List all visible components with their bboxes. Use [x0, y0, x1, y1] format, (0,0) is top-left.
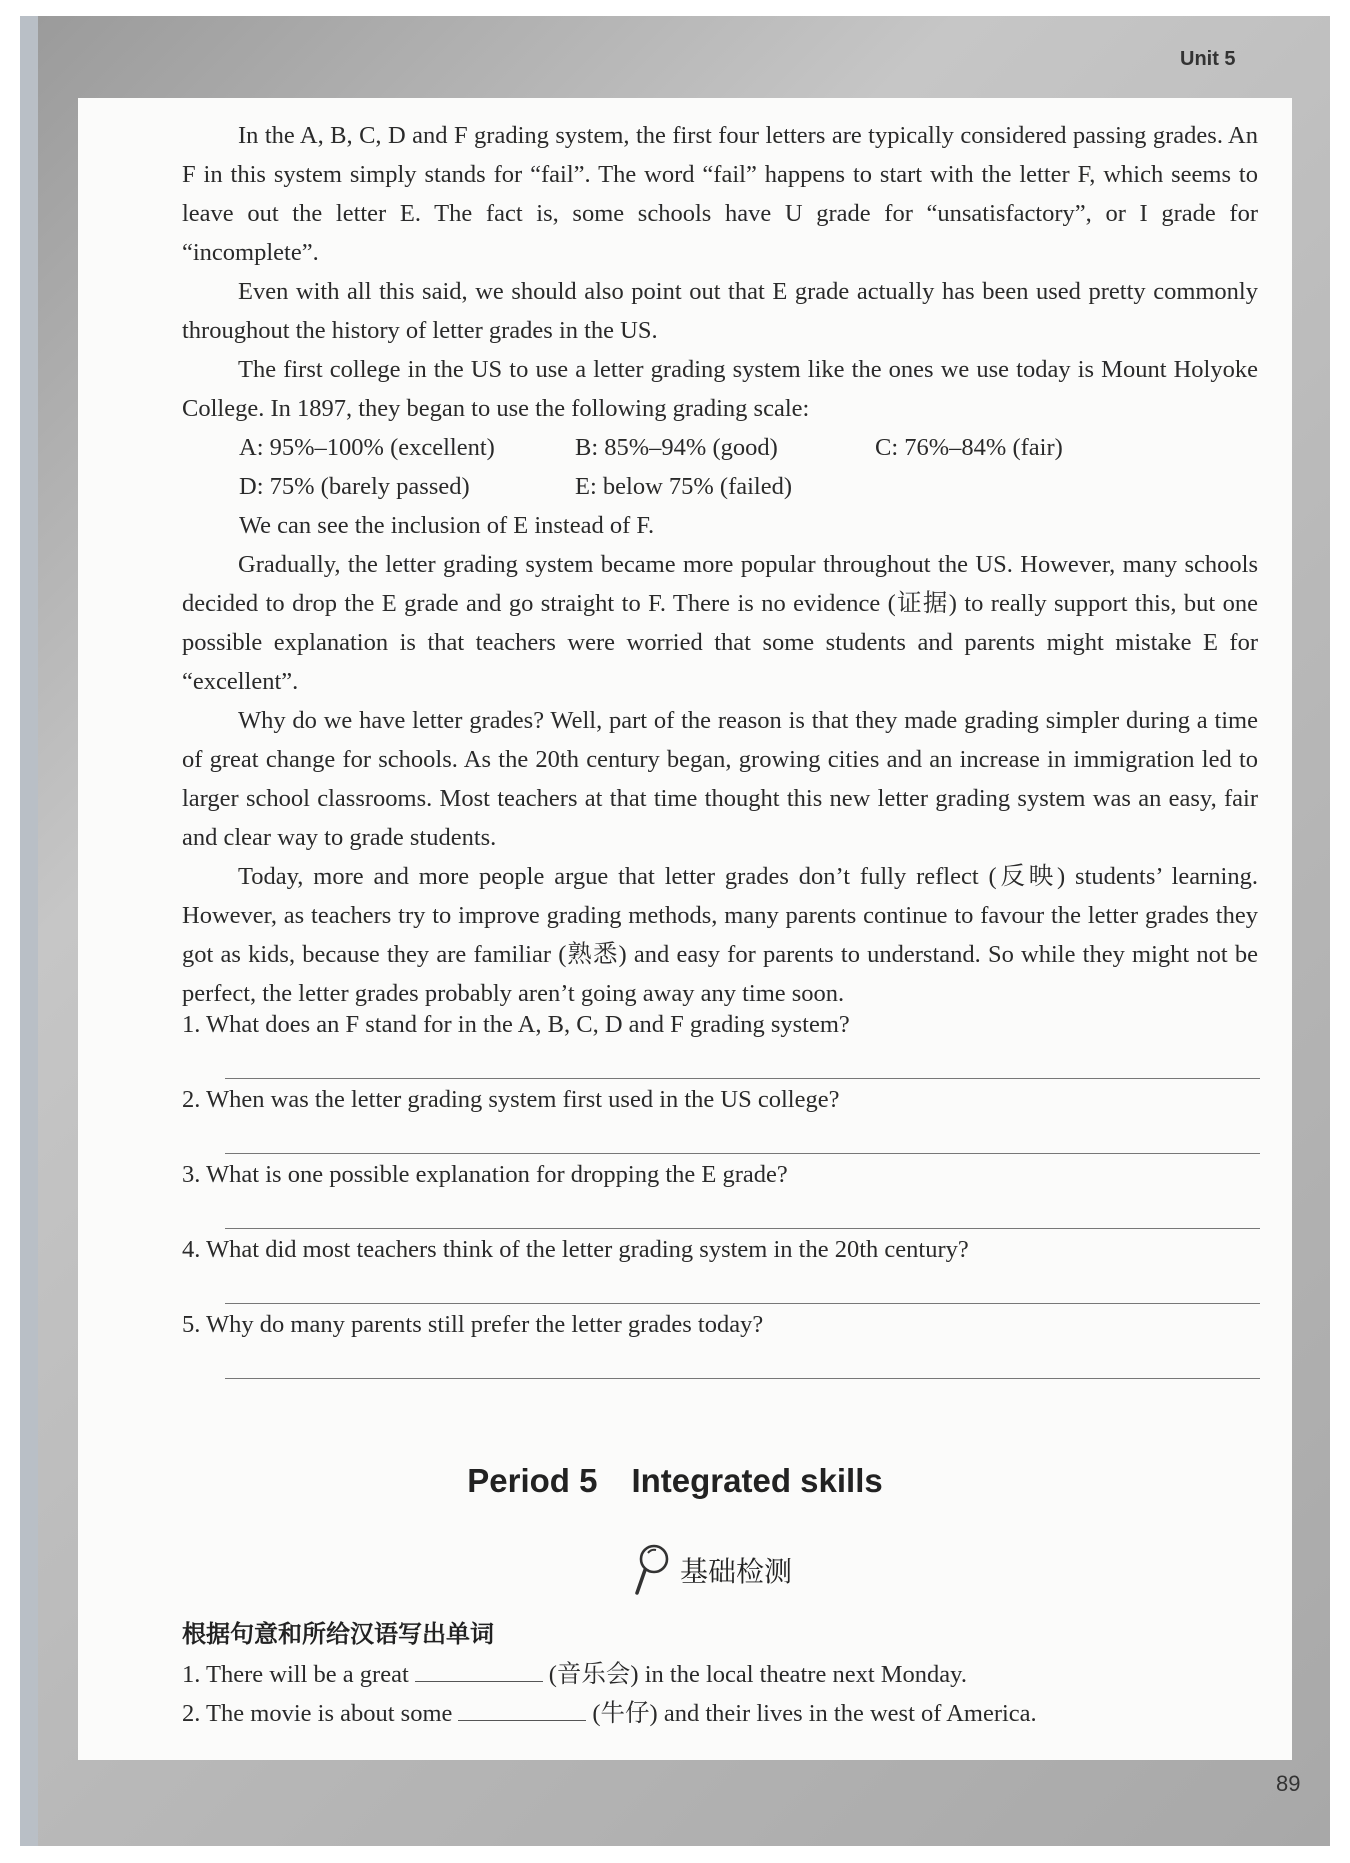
question-item [182, 1232, 1260, 1307]
subheading-text: 基础检测 [680, 1555, 793, 1588]
grade-b: B: 85%–94% (good) [575, 434, 778, 461]
question-text: 1. What does an F stand for in the A, B, C, D and F grading system? [182, 1011, 850, 1038]
answer-line[interactable] [225, 1153, 1260, 1154]
grade-a: A: 95%–100% (excellent) [239, 434, 495, 461]
question-text: 5. Why do many parents still prefer the letter grades today? [182, 1311, 764, 1338]
question-item [182, 1307, 1260, 1382]
reading-passage [182, 116, 1258, 1013]
comprehension-questions [182, 1007, 1260, 1382]
section-subheading [632, 1540, 792, 1600]
passage-paragraph: Why do we have letter grades? Well, part of the reason is that they made grading simpler during a time of great change for schools. As the 20th century began, growing cities and an increase in immigration led to larger school classrooms. Most teachers at that time thought this new letter grading system was an easy, fair and clear way to grade students. [182, 707, 1258, 851]
passage-paragraph: Even with all this said, we should also point out that E grade actually has been used pretty commonly throughout the history of letter grades in the US. [182, 278, 1258, 344]
page-edge-strip [20, 16, 38, 1846]
section-title [0, 1462, 1350, 1500]
passage-paragraph: Gradually, the letter grading system became more popular throughout the US. However, many schools decided to drop the E grade and go straight to F. There is no evidence (证据) to really support this, but one possible explanation is that teachers were worried that some students and parents might mistake E for “excellent”. [182, 551, 1258, 695]
grading-scale-row [182, 467, 1258, 506]
passage-paragraph: The first college in the US to use a letter grading system like the ones we use today is Mount Holyoke College. In 1897, they began to use the following grading scale: [182, 356, 1258, 422]
answer-line[interactable] [225, 1303, 1260, 1304]
fill-item [182, 1655, 1037, 1694]
fill-item-suffix: (音乐会) in the local theatre next Monday. [548, 1661, 967, 1688]
fill-item-prefix: 2. The movie is about some [182, 1700, 453, 1727]
grade-e: E: below 75% (failed) [575, 473, 793, 500]
answer-line[interactable] [225, 1228, 1260, 1229]
period-title: Integrated skills [631, 1462, 883, 1499]
answer-blank[interactable] [458, 1696, 586, 1722]
answer-line[interactable] [225, 1078, 1260, 1079]
question-item [182, 1157, 1260, 1232]
magnifier-icon [632, 1543, 672, 1597]
fill-item [182, 1694, 1037, 1733]
fill-in-exercise [182, 1655, 1037, 1733]
fill-item-prefix: 1. There will be a great [182, 1661, 409, 1688]
fill-item-suffix: (牛仔) and their lives in the west of America. [592, 1700, 1037, 1727]
grading-scale-row [182, 428, 1258, 467]
grade-c: C: 76%–84% (fair) [875, 434, 1063, 461]
answer-blank[interactable] [415, 1657, 543, 1683]
period-label: Period 5 [467, 1462, 598, 1499]
scale-note: We can see the inclusion of E instead of F. [239, 512, 655, 539]
grade-d: D: 75% (barely passed) [239, 473, 470, 500]
question-text: 4. What did most teachers think of the letter grading system in the 20th century? [182, 1236, 969, 1263]
passage-paragraph: Today, more and more people argue that letter grades don’t fully reflect (反映) students’ learning. However, as teachers try to improve grading methods, many parents continue to favour the letter grades they got as kids, because they are familiar (熟悉) and easy for parents to understand. So while they might not be perfect, the letter grades probably aren’t going away any time soon. [182, 863, 1258, 1007]
passage-paragraph: In the A, B, C, D and F grading system, the first four letters are typically considered passing grades. An F in this system simply stands for “fail”. The word “fail” happens to start with the letter F, which seems to leave out the letter E. The fact is, some schools have U grade for “unsatisfactory”, or I grade for “incomplete”. [182, 122, 1258, 266]
page-number: 89 [1276, 1771, 1301, 1796]
exercise-instruction: 根据句意和所给汉语写出单词 [182, 1620, 494, 1648]
unit-label: Unit 5 [1180, 48, 1236, 70]
answer-line[interactable] [225, 1378, 1260, 1379]
question-item [182, 1082, 1260, 1157]
question-item [182, 1007, 1260, 1082]
question-text: 3. What is one possible explanation for dropping the E grade? [182, 1161, 788, 1188]
question-text: 2. When was the letter grading system first used in the US college? [182, 1086, 840, 1113]
